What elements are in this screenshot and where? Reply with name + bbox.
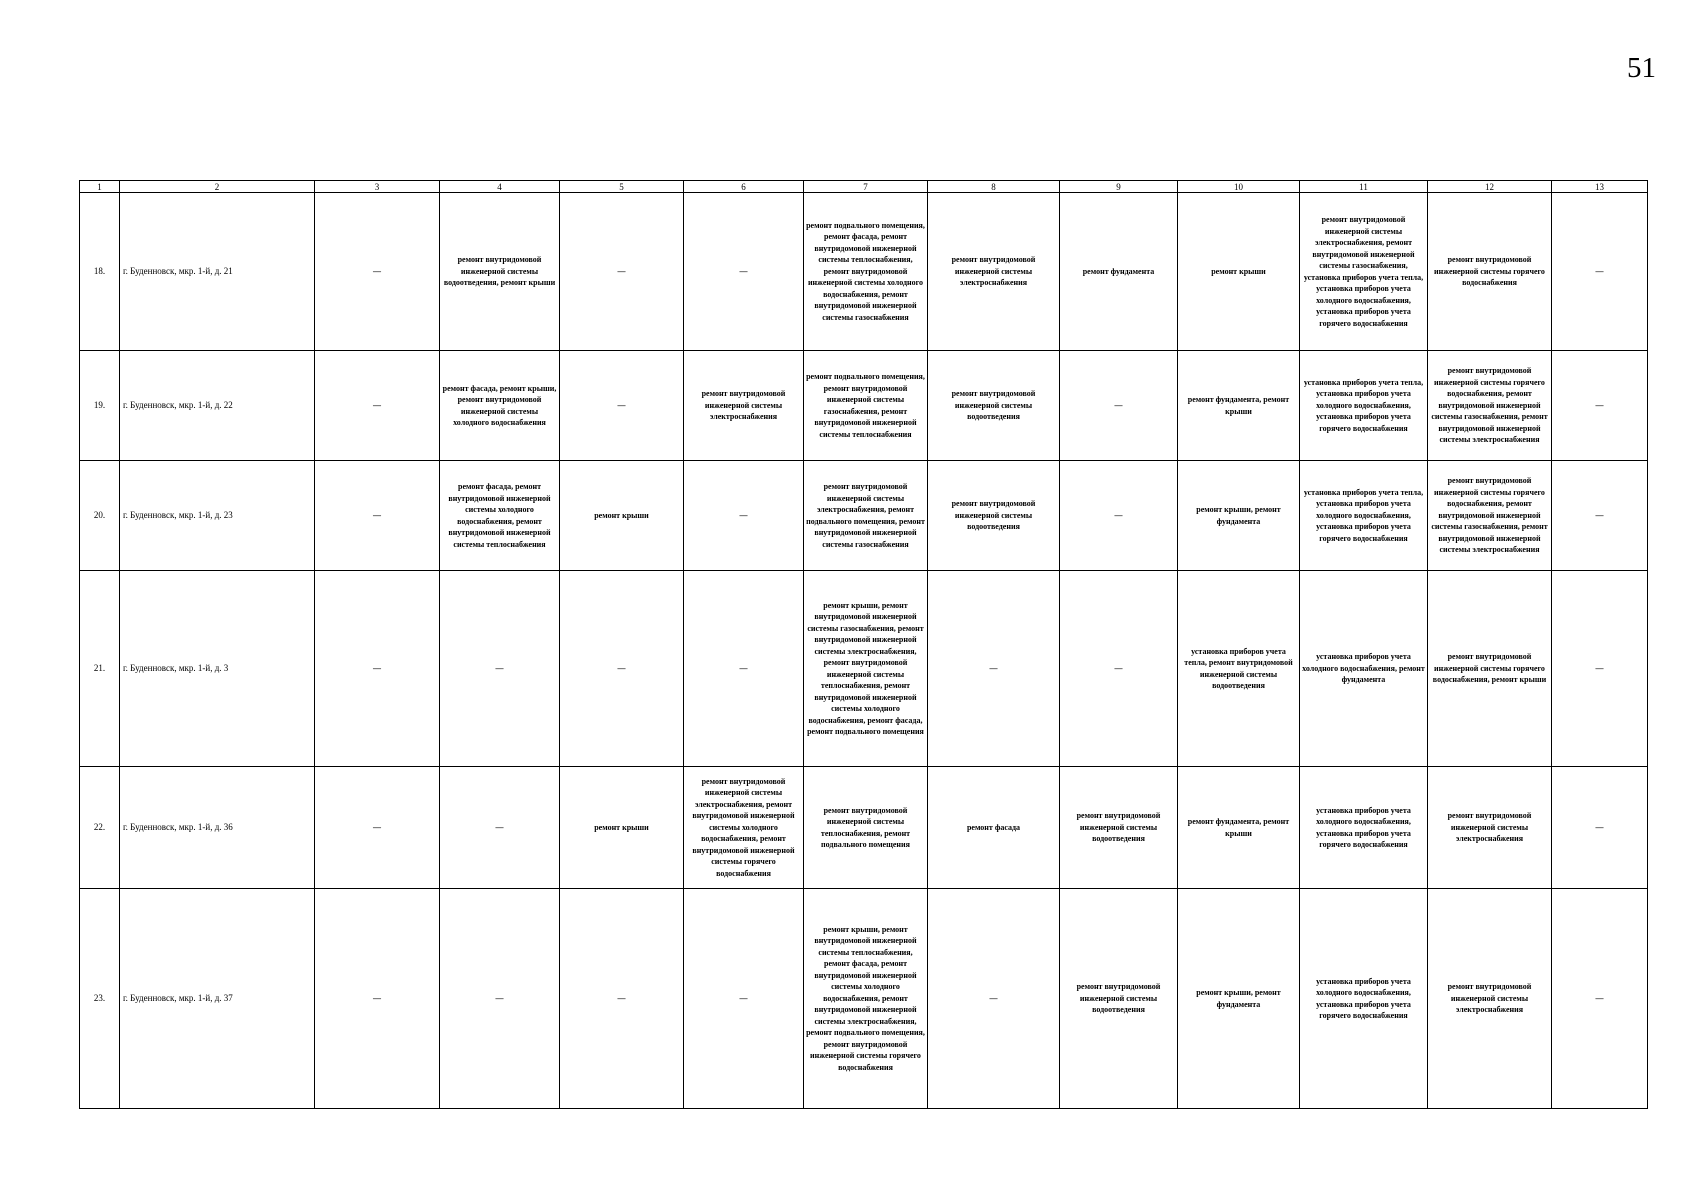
- work-cell-col-12: ремонт внутридомовой инженерной системы горячего водоснабжения, ремонт внутридомовой инженерной системы газоснабжения, ремонт внутридомовой инженерной системы электроснабжения: [1428, 351, 1552, 461]
- work-cell-col-6: ремонт внутридомовой инженерной системы электроснабжения, ремонт внутридомовой инженерной системы холодного водоснабжения, ремонт внутридомовой инженерной системы горячего водоснабжения: [684, 767, 804, 889]
- work-cell-col-8: —: [928, 571, 1060, 767]
- work-cell-col-3: —: [315, 889, 440, 1109]
- work-cell-col-12: ремонт внутридомовой инженерной системы горячего водоснабжения, ремонт внутридомовой инженерной системы газоснабжения, ремонт внутридомовой инженерной системы электроснабжения: [1428, 461, 1552, 571]
- work-cell-col-4: —: [440, 767, 560, 889]
- work-cell-col-3: —: [315, 351, 440, 461]
- work-cell-col-7: ремонт подвального помещения, ремонт фасада, ремонт внутридомовой инженерной системы теплоснабжения, ремонт внутридомовой инженерной системы холодного водоснабжения, ремонт внутридомовой инженерной системы газоснабжения: [804, 193, 928, 351]
- work-cell-col-12: ремонт внутридомовой инженерной системы электроснабжения: [1428, 767, 1552, 889]
- work-cell-col-9: —: [1060, 571, 1178, 767]
- work-cell-col-8: ремонт внутридомовой инженерной системы водоотведения: [928, 351, 1060, 461]
- table-row: [80, 571, 1648, 767]
- column-number-11: 11: [1300, 181, 1428, 193]
- address-cell: г. Буденновск, мкр. 1-й, д. 21: [120, 193, 315, 351]
- work-cell-col-12: ремонт внутридомовой инженерной системы горячего водоснабжения: [1428, 193, 1552, 351]
- work-cell-col-7: ремонт крыши, ремонт внутридомовой инженерной системы газоснабжения, ремонт внутридомовой инженерной системы электроснабжения, ремонт внутридомовой инженерной системы теплоснабжения, ремонт внутридомовой инженерной системы холодного водоснабжения, ремонт фасада, ремонт подвального помещения: [804, 571, 928, 767]
- work-cell-col-6: —: [684, 889, 804, 1109]
- address-cell: г. Буденновск, мкр. 1-й, д. 3: [120, 571, 315, 767]
- work-cell-col-13: —: [1552, 193, 1648, 351]
- row-number: 18.: [80, 193, 120, 351]
- work-cell-col-8: ремонт внутридомовой инженерной системы водоотведения: [928, 461, 1060, 571]
- table-row: [80, 193, 1648, 351]
- work-cell-col-4: ремонт фасада, ремонт крыши, ремонт внутридомовой инженерной системы холодного водоснабжения: [440, 351, 560, 461]
- work-cell-col-6: —: [684, 193, 804, 351]
- work-cell-col-11: установка приборов учета холодного водоснабжения, ремонт фундамента: [1300, 571, 1428, 767]
- work-cell-col-11: установка приборов учета холодного водоснабжения, установка приборов учета горячего водоснабжения: [1300, 889, 1428, 1109]
- work-cell-col-12: ремонт внутридомовой инженерной системы электроснабжения: [1428, 889, 1552, 1109]
- work-cell-col-6: ремонт внутридомовой инженерной системы электроснабжения: [684, 351, 804, 461]
- work-cell-col-12: ремонт внутридомовой инженерной системы горячего водоснабжения, ремонт крыши: [1428, 571, 1552, 767]
- work-cell-col-11: ремонт внутридомовой инженерной системы электроснабжения, ремонт внутридомовой инженерной системы газоснабжения, установка приборов учета тепла, установка приборов учета холодного водоснабжения, установка приборов учета горячего водоснабжения: [1300, 193, 1428, 351]
- work-cell-col-13: —: [1552, 351, 1648, 461]
- row-number: 22.: [80, 767, 120, 889]
- table-row: [80, 767, 1648, 889]
- column-number-13: 13: [1552, 181, 1648, 193]
- work-cell-col-7: ремонт внутридомовой инженерной системы теплоснабжения, ремонт подвального помещения: [804, 767, 928, 889]
- column-number-2: 2: [120, 181, 315, 193]
- work-cell-col-9: —: [1060, 351, 1178, 461]
- work-cell-col-5: —: [560, 889, 684, 1109]
- row-number: 19.: [80, 351, 120, 461]
- column-number-3: 3: [315, 181, 440, 193]
- work-cell-col-7: ремонт подвального помещения, ремонт внутридомовой инженерной системы газоснабжения, ремонт внутридомовой инженерной системы теплоснабжения: [804, 351, 928, 461]
- address-cell: г. Буденновск, мкр. 1-й, д. 23: [120, 461, 315, 571]
- work-cell-col-10: установка приборов учета тепла, ремонт внутридомовой инженерной системы водоотведения: [1178, 571, 1300, 767]
- address-cell: г. Буденновск, мкр. 1-й, д. 37: [120, 889, 315, 1109]
- column-number-row: [80, 181, 1648, 193]
- work-cell-col-3: —: [315, 193, 440, 351]
- repair-schedule-table: [79, 180, 1648, 1109]
- work-cell-col-10: ремонт фундамента, ремонт крыши: [1178, 351, 1300, 461]
- table-row: [80, 351, 1648, 461]
- work-cell-col-4: ремонт внутридомовой инженерной системы водоотведения, ремонт крыши: [440, 193, 560, 351]
- row-number: 23.: [80, 889, 120, 1109]
- column-number-6: 6: [684, 181, 804, 193]
- column-number-7: 7: [804, 181, 928, 193]
- work-cell-col-8: —: [928, 889, 1060, 1109]
- table-row: [80, 461, 1648, 571]
- work-cell-col-10: ремонт фундамента, ремонт крыши: [1178, 767, 1300, 889]
- work-cell-col-4: ремонт фасада, ремонт внутридомовой инженерной системы холодного водоснабжения, ремонт внутридомовой инженерной системы теплоснабжения: [440, 461, 560, 571]
- work-cell-col-3: —: [315, 571, 440, 767]
- work-cell-col-8: ремонт внутридомовой инженерной системы электроснабжения: [928, 193, 1060, 351]
- work-cell-col-4: —: [440, 889, 560, 1109]
- work-cell-col-13: —: [1552, 461, 1648, 571]
- column-number-12: 12: [1428, 181, 1552, 193]
- work-cell-col-5: —: [560, 351, 684, 461]
- page-number: 51: [1627, 52, 1656, 84]
- work-cell-col-13: —: [1552, 889, 1648, 1109]
- table-row: [80, 889, 1648, 1109]
- work-cell-col-3: —: [315, 461, 440, 571]
- work-cell-col-10: ремонт крыши: [1178, 193, 1300, 351]
- work-cell-col-4: —: [440, 571, 560, 767]
- work-cell-col-9: ремонт внутридомовой инженерной системы водоотведения: [1060, 767, 1178, 889]
- work-cell-col-11: установка приборов учета тепла, установка приборов учета холодного водоснабжения, установка приборов учета горячего водоснабжения: [1300, 461, 1428, 571]
- row-number: 21.: [80, 571, 120, 767]
- work-cell-col-9: ремонт внутридомовой инженерной системы водоотведения: [1060, 889, 1178, 1109]
- work-cell-col-9: ремонт фундамента: [1060, 193, 1178, 351]
- column-number-9: 9: [1060, 181, 1178, 193]
- work-cell-col-8: ремонт фасада: [928, 767, 1060, 889]
- column-number-10: 10: [1178, 181, 1300, 193]
- work-cell-col-7: ремонт крыши, ремонт внутридомовой инженерной системы теплоснабжения, ремонт фасада, ремонт внутридомовой инженерной системы холодного водоснабжения, ремонт внутридомовой инженерной системы электроснабжения, ремонт подвального помещения, ремонт внутридомовой инженерной системы горячего водоснабжения: [804, 889, 928, 1109]
- address-cell: г. Буденновск, мкр. 1-й, д. 36: [120, 767, 315, 889]
- work-cell-col-9: —: [1060, 461, 1178, 571]
- work-cell-col-11: установка приборов учета холодного водоснабжения, установка приборов учета горячего водоснабжения: [1300, 767, 1428, 889]
- work-cell-col-13: —: [1552, 571, 1648, 767]
- work-cell-col-13: —: [1552, 767, 1648, 889]
- work-cell-col-7: ремонт внутридомовой инженерной системы электроснабжения, ремонт подвального помещения, ремонт внутридомовой инженерной системы газоснабжения: [804, 461, 928, 571]
- work-cell-col-6: —: [684, 571, 804, 767]
- column-number-5: 5: [560, 181, 684, 193]
- work-cell-col-5: —: [560, 193, 684, 351]
- work-cell-col-6: —: [684, 461, 804, 571]
- work-cell-col-5: —: [560, 571, 684, 767]
- column-number-1: 1: [80, 181, 120, 193]
- column-number-8: 8: [928, 181, 1060, 193]
- work-cell-col-5: ремонт крыши: [560, 767, 684, 889]
- work-cell-col-10: ремонт крыши, ремонт фундамента: [1178, 461, 1300, 571]
- row-number: 20.: [80, 461, 120, 571]
- address-cell: г. Буденновск, мкр. 1-й, д. 22: [120, 351, 315, 461]
- work-cell-col-3: —: [315, 767, 440, 889]
- work-cell-col-5: ремонт крыши: [560, 461, 684, 571]
- column-number-4: 4: [440, 181, 560, 193]
- work-cell-col-10: ремонт крыши, ремонт фундамента: [1178, 889, 1300, 1109]
- work-cell-col-11: установка приборов учета тепла, установка приборов учета холодного водоснабжения, установка приборов учета горячего водоснабжения: [1300, 351, 1428, 461]
